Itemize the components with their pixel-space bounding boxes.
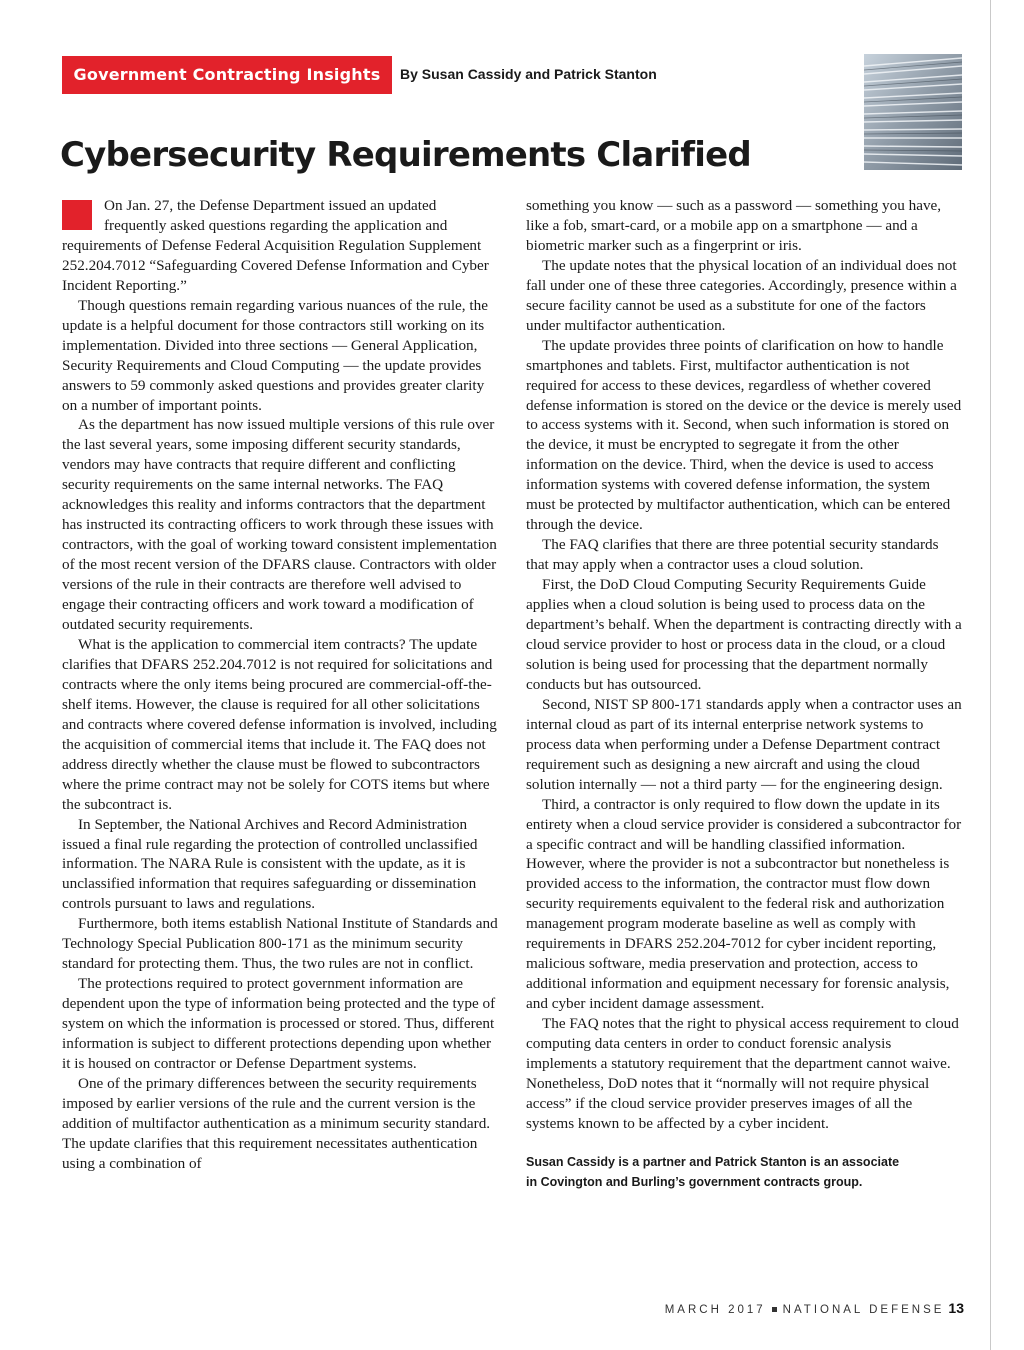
paragraph: The FAQ clarifies that there are three potential security standards that may apply when a contractor uses a cloud solution. [526, 536, 939, 574]
footer-publication: NATIONAL DEFENSE [782, 1304, 945, 1316]
footer-month: MARCH 2017 [664, 1304, 766, 1316]
author-bio [526, 1152, 962, 1192]
paragraph: As the department has now issued multiple versions of this rule over the last several years, some imposing different security standards, vendors may have contracts that require different and conflicting security requirements on the same internal networks. The FAQ acknowledges this reality and informs contractors that the department has instructed its contracting officers to work through these issues with contractors, with the goal of working toward consistent implementation of the most recent version of the DFARS clause. Contractors with older versions of the rule in their contracts are therefore well advised to engage their contracting officers and work toward a modification of outdated security requirements. [62, 416, 497, 634]
page-number: 13 [948, 1300, 964, 1316]
paragraph: On Jan. 27, the Defense Department issued an updated frequently asked questions regarding the application and requirements of Defense Federal Acquisition Regulation Supplement 252.204.7012 “Safeguarding Covered Defense Information and Cyber Incident Reporting.” [62, 197, 489, 294]
page-edge-rule [990, 0, 991, 1350]
article-headline: Cybersecurity Requirements Clarified [60, 135, 751, 175]
paragraph: First, the DoD Cloud Computing Security Requirements Guide applies when a cloud solution is being used to process data on the department’s behalf. When the department is contracting directly with a cloud service provider to host or process data in the cloud, or a cloud solution is being used for processing that the department normally conducts but has outsourced. [526, 576, 962, 693]
left-column [62, 196, 498, 1174]
author-bio-line: Susan Cassidy is a partner and Patrick Stanton is an associate [526, 1154, 900, 1169]
paragraph: The FAQ notes that the right to physical access requirement to cloud computing data centers in order to conduct forensic analysis implements a statutory requirement that the department cannot waive. Nonetheless, DoD notes that it “normally will not require physical access” if the cloud service provider preserves images of all the systems known to be affected by a cyber incident. [526, 1015, 959, 1132]
paragraph: What is the application to commercial item contracts? The update clarifies that DFARS 252.204.7012 is not required for solicitations and contracts where the only items being procured are commercial-off-the-shelf items. However, the clause is required for all other solicitations and contracts where covered defense information is involved, including the acquisition of commercial items that include it. The FAQ does not address directly whether the clause must be flowed to subcontractors where the prime contract may not be solely for COTS items but where the subcontract is. [62, 635, 497, 813]
paragraph: One of the primary differences between the security requirements imposed by earlier versions of the rule and the current version is the addition of multifactor authentication as a minimum security standard. The update clarifies that this requirement necessitates authentication using a combination of [62, 1074, 491, 1172]
paragraph: Third, a contractor is only required to flow down the update in its entirety when a cloud service provider is considered a subcontractor for a specific contract and will be handling classified information. However, where the provider is not a subcontractor but nonetheless is provided access to the information, the contractor must flow down security requirements equivalent to the federal risk and authorization management program moderate baseline as well as comply with requirements in DFARS 252.204-7012 for cyber incident reporting, malicious software, media preservation and protection, access to additional information and equipment necessary for forensic analysis, and cyber incident damage assessment. [526, 795, 962, 1013]
paragraph: something you know — such as a password — something you have, like a fob, smart-card, or a mobile app on a smartphone — and a biometric marker such as a fingerprint or iris. [526, 197, 942, 254]
paper-stack-image [864, 54, 962, 170]
paragraph: Furthermore, both items establish National Institute of Standards and Technology Special Publication 800-171 as the minimum security standard for protecting them. Thus, the two rules are not in conflict. [62, 915, 498, 973]
paragraph: The update notes that the physical location of an individual does not fall under one of these three categories. Accordingly, presence within a secure facility cannot be used as a substitute for one of the factors under multifactor authentication. [526, 256, 957, 334]
paragraph: In September, the National Archives and Record Administration issued a final rule regarding the protection of controlled unclassified information. The NARA Rule is consistent with the update, as it is unclassified information that requires safeguarding or dissemination controls pursuant to laws and regulations. [62, 815, 478, 913]
right-column [526, 196, 962, 1192]
page-footer [665, 1300, 964, 1316]
footer-bullet [772, 1307, 777, 1312]
column-tag: Government Contracting Insights [62, 56, 392, 94]
paragraph: The protections required to protect government information are dependent upon the type of information being protected and the type of system on which the information is processed or stored. Thus, different information is subject to different protections depending upon whether it is housed on contractor or Defense Department systems. [62, 975, 496, 1072]
drop-cap-square [62, 200, 92, 230]
author-bio-line: in Covington and Burling’s government contracts group. [526, 1174, 863, 1189]
paragraph: The update provides three points of clarification on how to handle smartphones and tablets. First, multifactor authentication is not required for access to these devices, regardless of whether covered defense information is stored on the device or the device is merely used to access systems with it. Second, when such information is stored on the device, it must be encrypted to segregate it from the other information on the device. Third, when the device is used to access information systems with covered defense information, the system must be protected by multifactor authentication, which can be entered through the device. [526, 336, 962, 534]
paragraph: Though questions remain regarding various nuances of the rule, the update is a helpful document for those contractors still working on its implementation. Divided into three sections — General Application, Security Requirements and Cloud Computing — the update provides answers to 59 commonly asked questions and provides greater clarity on a number of important points. [62, 296, 488, 414]
byline: By Susan Cassidy and Patrick Stanton [400, 66, 657, 82]
paragraph: Second, NIST SP 800-171 standards apply when a contractor uses an internal cloud as part of its internal enterprise network systems to process data when performing under a Defense Department contract requirement such as designing a new aircraft and using the cloud solution internally — not a third party — for the engineering design. [526, 695, 962, 793]
